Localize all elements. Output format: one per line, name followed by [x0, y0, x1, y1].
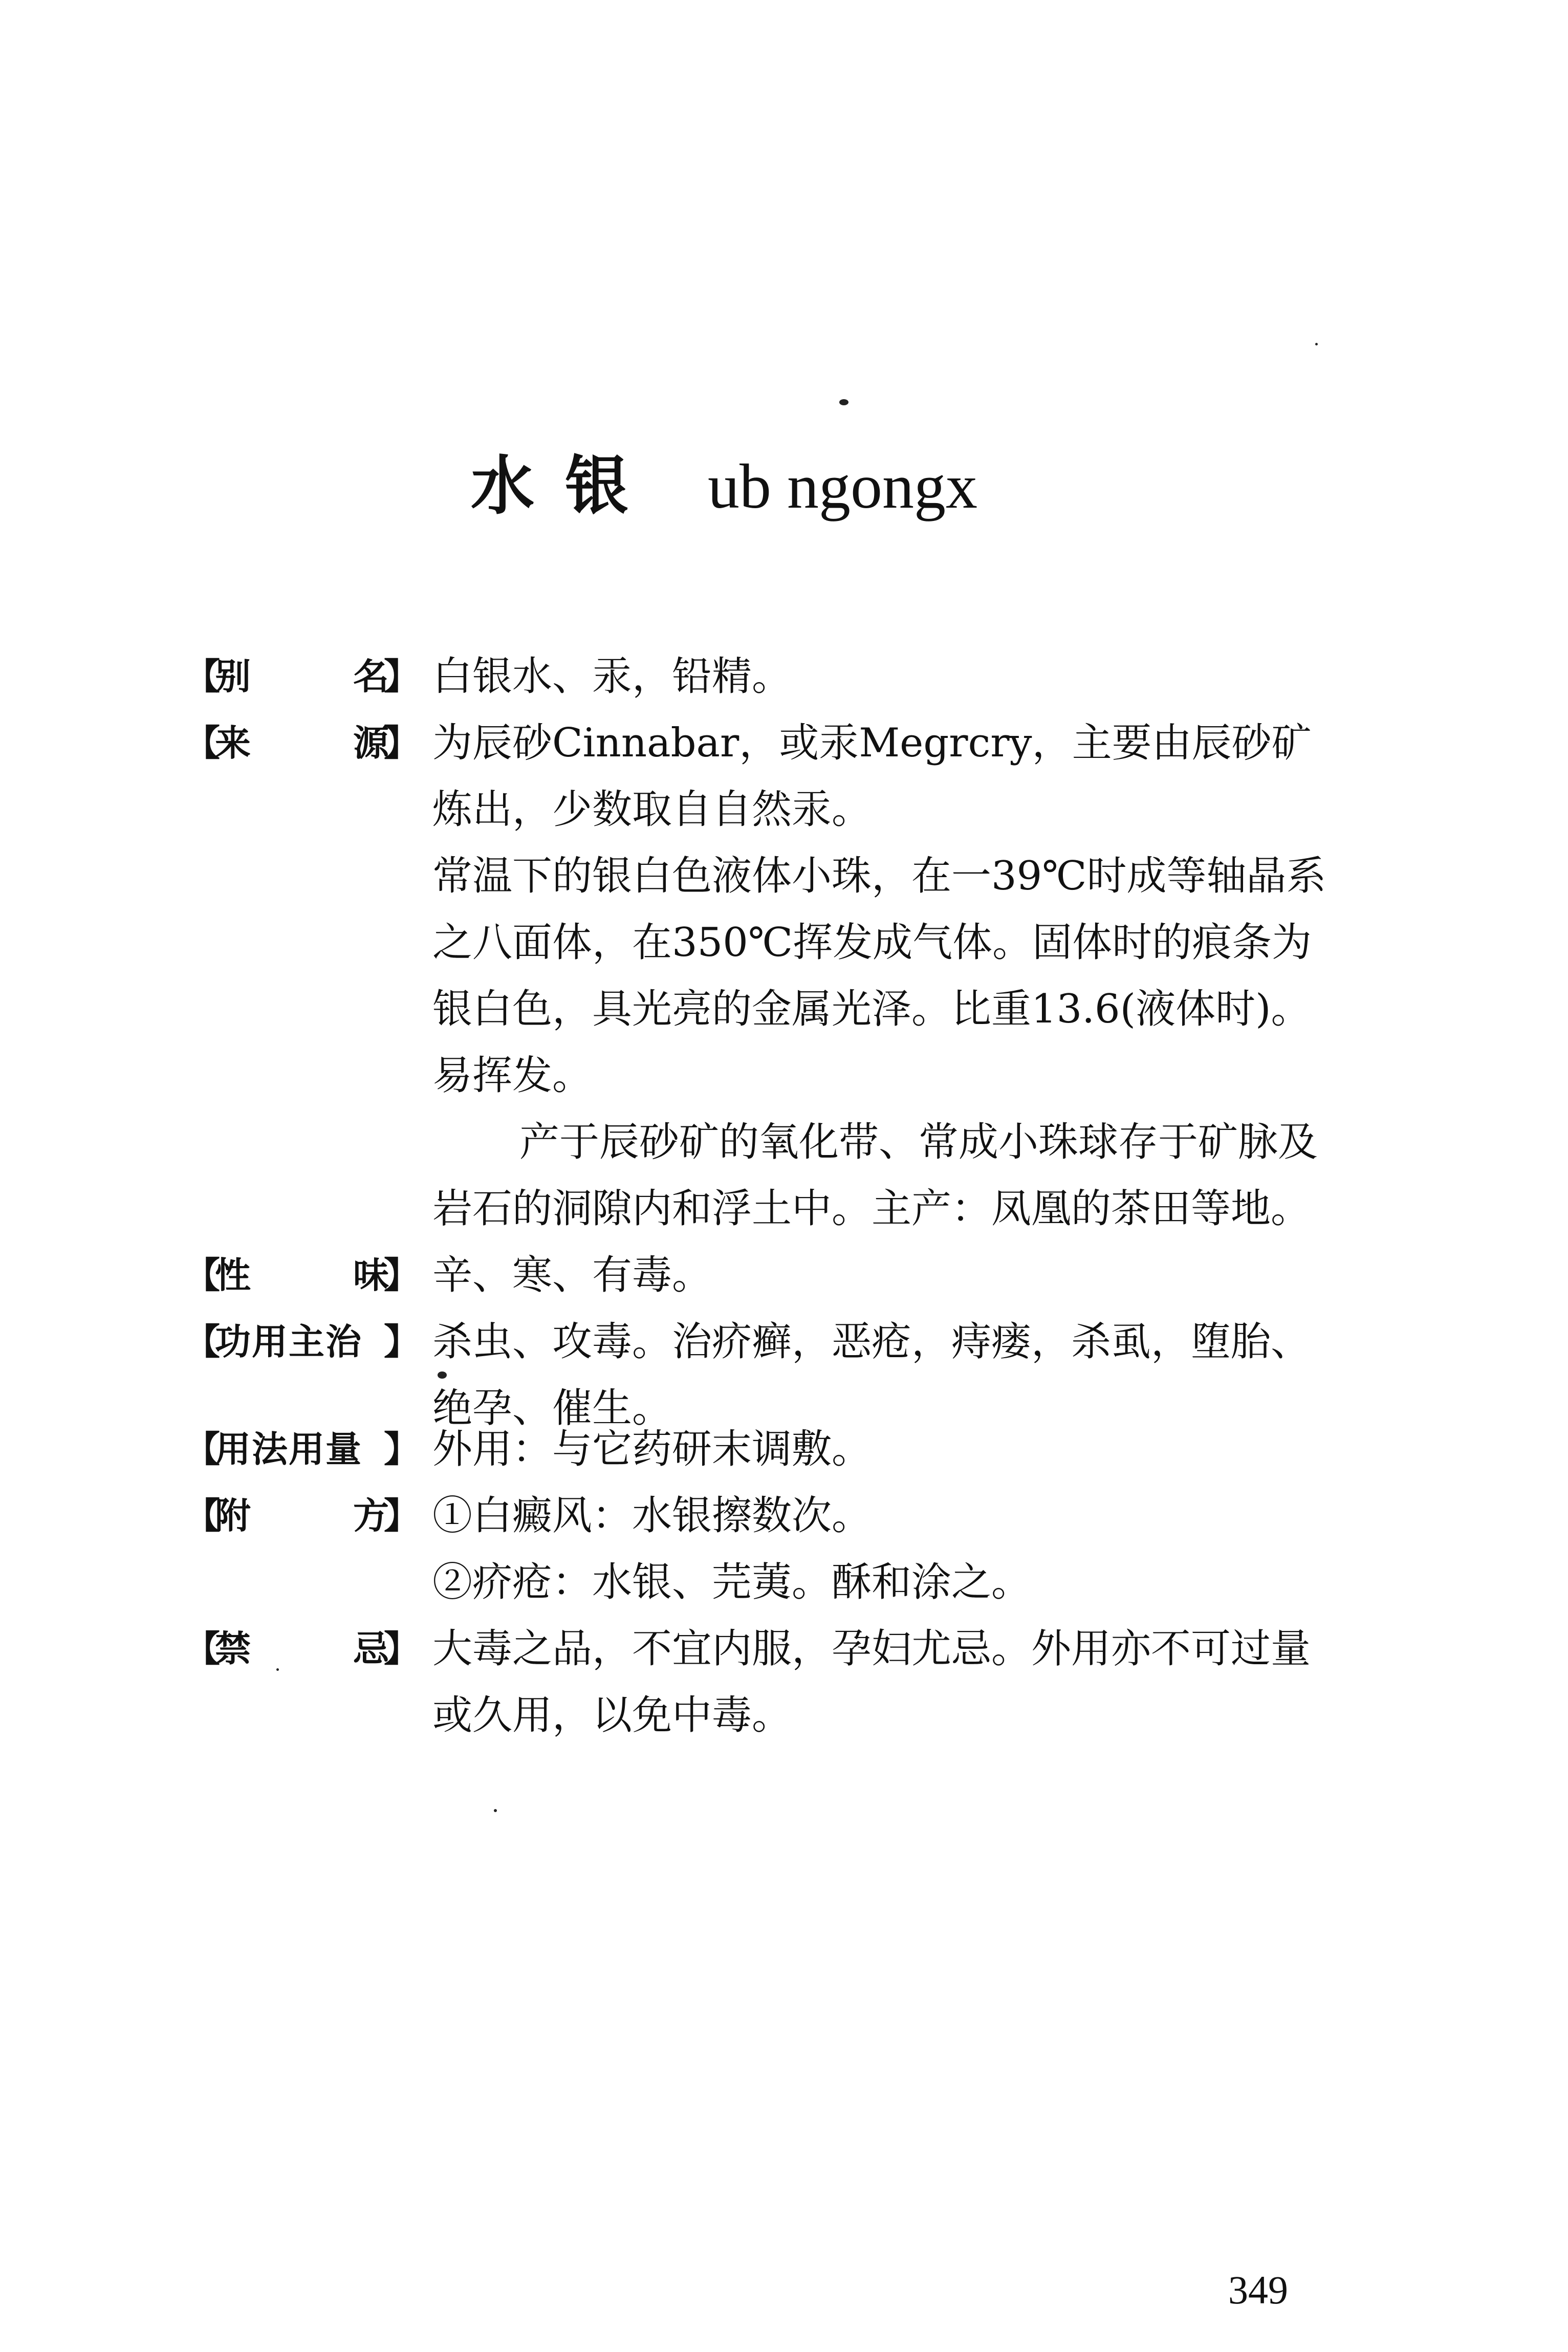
- scan-speck: [1315, 343, 1318, 345]
- title-latin: ub ngongx: [708, 451, 978, 521]
- section-text: 为辰砂Cinnabar，或汞Megrcry，主要由辰砂矿: [432, 720, 1312, 766]
- scan-speck: [438, 1371, 447, 1379]
- section-text: 或久用，以免中毒。: [432, 1692, 792, 1738]
- section-text: 之八面体，在350℃挥发成气体。固体时的痕条为: [432, 920, 1312, 966]
- section-text: 辛、寒、有毒。: [432, 1252, 712, 1298]
- section-text: 常温下的银白色液体小珠，在一39℃时成等轴晶系: [432, 853, 1326, 899]
- section-text: ①白癜风：水银擦数次。: [432, 1493, 872, 1539]
- scan-speck: [839, 399, 848, 405]
- section-text: 杀虫、攻毒。治疥癣，恶疮，痔瘘，杀虱，堕胎、: [432, 1319, 1311, 1365]
- section-text: 绝孕、催生。: [432, 1385, 672, 1431]
- section-label: 【 附 方 】: [184, 1495, 420, 1537]
- section-text: 银白色，具光亮的金属光泽。比重13.6(液体时)。: [432, 986, 1311, 1032]
- section-label: 【 功用主治 】: [184, 1321, 420, 1363]
- title-chinese: 水银: [471, 449, 660, 523]
- section-text: 易挥发。: [432, 1053, 593, 1099]
- section-label: 【 禁 忌 】: [184, 1628, 420, 1670]
- scan-speck: [494, 1809, 497, 1812]
- section-text: 炼出，少数取自自然汞。: [432, 787, 872, 833]
- section-text: 白银水、汞，铅精。: [432, 654, 792, 700]
- section-text: 产于辰砂矿的氧化带、常成小珠球存于矿脉及: [519, 1119, 1318, 1165]
- section-text: 岩石的洞隙内和浮土中。主产：凤凰的茶田等地。: [432, 1186, 1311, 1232]
- scan-speck: [276, 1668, 279, 1671]
- section-text: 大毒之品，不宜内服，孕妇尤忌。外用亦不可过量: [432, 1626, 1311, 1672]
- section-label: 【 性 味 】: [184, 1254, 420, 1296]
- section-label: 【 来 源 】: [184, 722, 420, 764]
- section-label: 【 用法用量 】: [184, 1428, 420, 1470]
- page-number: 349: [1228, 2268, 1288, 2312]
- section-label: 【 别 名 】: [184, 656, 420, 698]
- section-text: ②疥疮：水银、芫荑。酥和涂之。: [432, 1559, 1032, 1605]
- section-text: 外用：与它药研末调敷。: [432, 1426, 872, 1472]
